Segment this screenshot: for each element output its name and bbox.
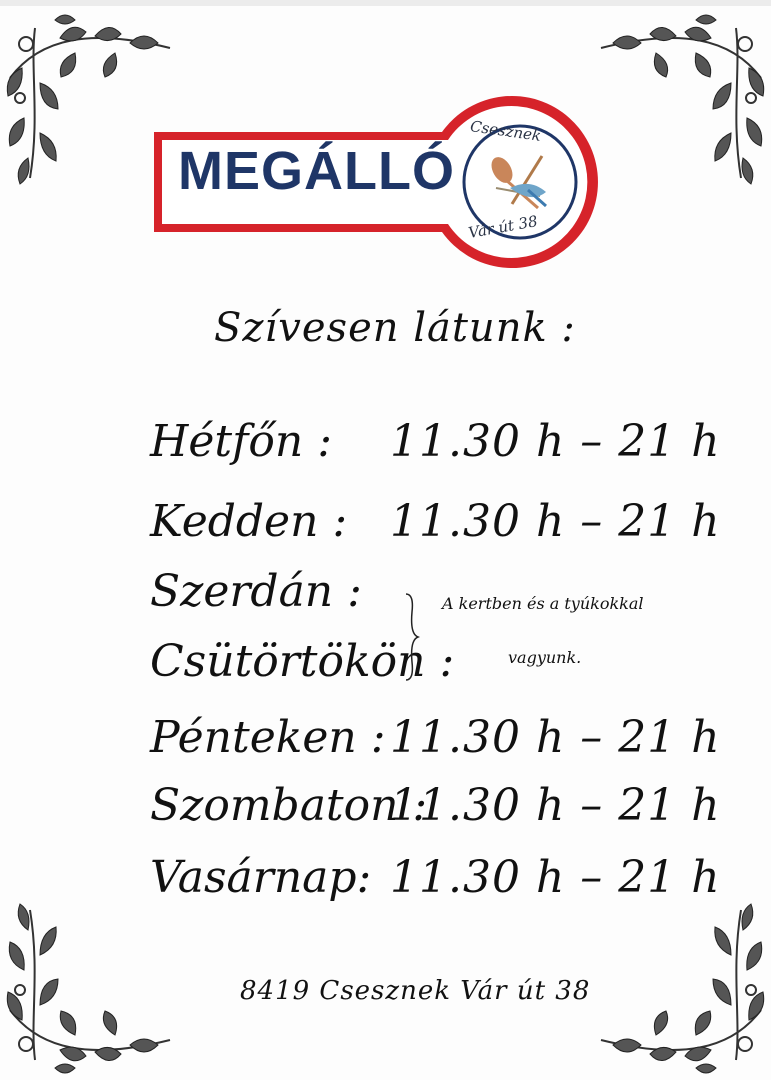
seal-bottom-text: Vár út 38 [466, 212, 539, 242]
opening-hours: 11.30 h – 21 h [390, 852, 721, 903]
vine-corner-icon [0, 900, 190, 1080]
brace-icon [404, 592, 420, 682]
logo-name: MEGÁLLÓ [178, 141, 455, 201]
opening-hours: 11.30 h – 21 h [390, 496, 721, 547]
top-band [0, 0, 771, 6]
day-label: Szerdán : [150, 566, 362, 617]
closed-note-line2: vagyunk. [508, 648, 582, 667]
greeting: Szívesen látunk : [214, 305, 576, 351]
opening-hours: 11.30 h – 21 h [390, 780, 721, 831]
restaurant-logo [150, 92, 600, 272]
day-label: Hétfőn : [150, 416, 333, 467]
vine-corner-icon [581, 8, 771, 188]
opening-hours: 11.30 h – 21 h [390, 416, 721, 467]
opening-hours: 11.30 h – 21 h [390, 712, 721, 763]
vine-corner-icon [581, 900, 771, 1080]
day-label: Pénteken : [150, 712, 386, 763]
address: 8419 Csesznek Vár út 38 [240, 976, 591, 1006]
day-label: Vasárnap: [150, 852, 372, 903]
day-label: Kedden : [150, 496, 348, 547]
day-label: Szombaton : [150, 780, 428, 831]
day-label: Csütörtökön : [150, 636, 455, 687]
seal-top-text: Csesznek [469, 117, 543, 145]
closed-note-line1: A kertben és a tyúkokkal [442, 594, 644, 613]
